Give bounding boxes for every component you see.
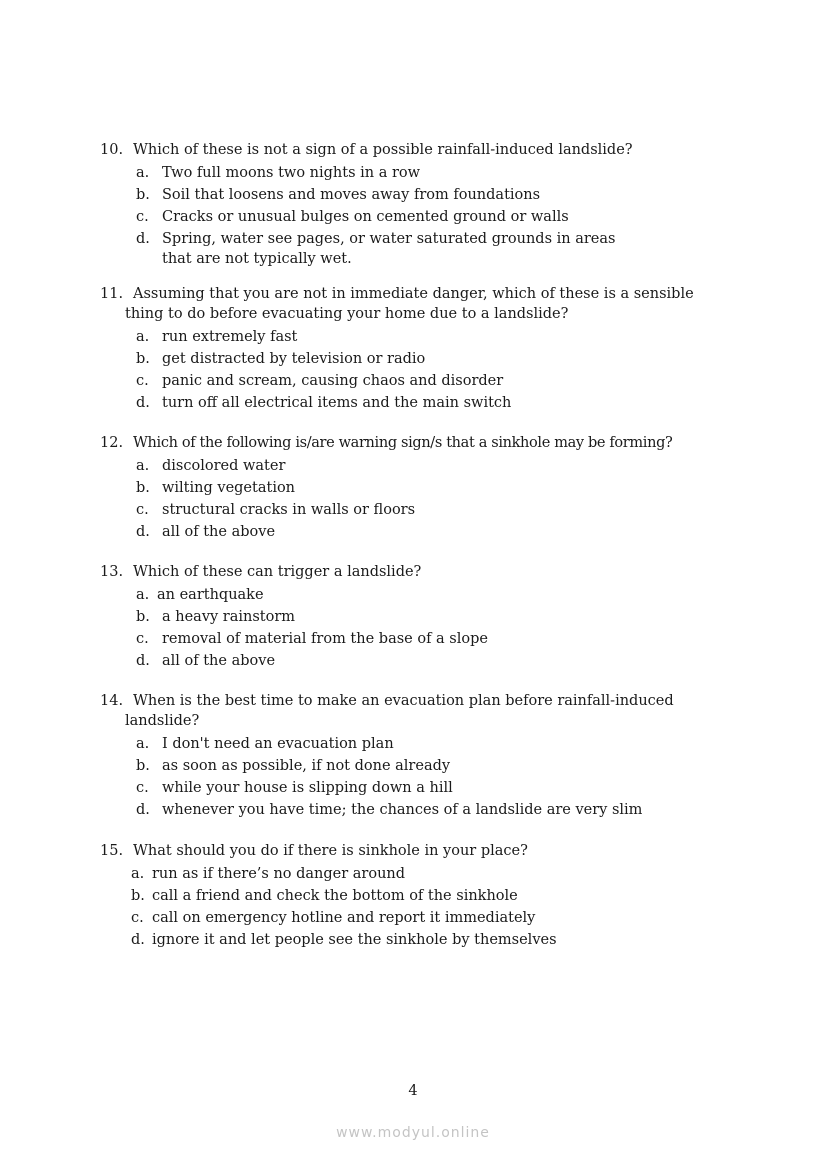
question-number: 13. (100, 564, 124, 580)
choice-b (136, 348, 740, 370)
choice-letter: c. (136, 631, 149, 647)
question-13 (100, 562, 740, 672)
question-11 (100, 284, 740, 414)
choice-text: structural cracks in walls or floors (162, 502, 416, 518)
question-text: Assuming that you are not in immediate danger, which of these is a sensible (133, 286, 694, 302)
choice-letter: a. (136, 587, 150, 603)
choice-b (136, 477, 760, 499)
choice-text: whenever you have time; the chances of a landslide are very slim (162, 802, 643, 818)
choice-c (131, 907, 740, 929)
question-number: 12. (100, 435, 124, 451)
question-number: 11. (100, 286, 124, 302)
choice-text: while your house is slipping down a hill (162, 780, 453, 796)
choice-letter: b. (136, 480, 150, 496)
choice-text: call on emergency hotline and report it immediately (152, 910, 536, 926)
choice-b (131, 885, 740, 907)
choice-d (136, 799, 740, 821)
choice-letter: d. (136, 231, 150, 247)
choice-letter: d. (136, 653, 150, 669)
question-text: Which of these can trigger a landslide? (133, 564, 422, 580)
choice-text: all of the above (162, 653, 276, 669)
choice-a (136, 455, 760, 477)
choice-letter: c. (136, 209, 149, 225)
choice-text: all of the above (162, 524, 276, 540)
choice-text: Cracks or unusual bulges on cemented ground or walls (162, 209, 569, 225)
choice-text: an earthquake (157, 587, 264, 603)
choice-a (136, 584, 740, 606)
choice-text: Two full moons two nights in a row (162, 165, 421, 181)
choice-letter: a. (131, 866, 145, 882)
choice-c (136, 628, 740, 650)
question-text-continued: thing to do before evacuating your home due to a landslide? (125, 306, 569, 322)
choice-text: call a friend and check the bottom of the sinkhole (152, 888, 518, 904)
choice-text: removal of material from the base of a slope (162, 631, 488, 647)
choice-d (136, 650, 740, 672)
choice-letter: b. (136, 351, 150, 367)
choice-letter: b. (136, 187, 150, 203)
question-10 (100, 140, 740, 269)
choice-text: run as if there’s no danger around (152, 866, 406, 882)
choice-text: wilting vegetation (162, 480, 296, 496)
choice-letter: a. (136, 736, 150, 752)
question-text: Which of the following is/are warning sign/s that a sinkhole may be forming? (133, 435, 673, 451)
choice-letter: c. (136, 373, 149, 389)
choice-letter: a. (136, 329, 150, 345)
choice-text: get distracted by television or radio (162, 351, 426, 367)
choice-letter: d. (131, 932, 145, 948)
choice-list (136, 326, 740, 414)
choice-text: as soon as possible, if not done already (162, 758, 451, 774)
question-text: When is the best time to make an evacuation plan before rainfall-induced (133, 693, 674, 709)
choice-text: run extremely fast (162, 329, 298, 345)
choice-letter: a. (136, 165, 150, 181)
choice-text: turn off all electrical items and the main switch (162, 395, 512, 411)
choice-list (136, 584, 740, 672)
choice-letter: d. (136, 524, 150, 540)
choice-a (136, 326, 740, 348)
choice-text: panic and scream, causing chaos and disorder (162, 373, 504, 389)
choice-letter: d. (136, 395, 150, 411)
choice-list (136, 455, 760, 543)
question-12 (100, 433, 760, 543)
choice-d (136, 392, 740, 414)
watermark: www.modyul.online (336, 1125, 490, 1141)
choice-list (136, 733, 740, 821)
choice-text: Spring, water see pages, or water saturated grounds in areas that are not typically wet. (162, 231, 616, 267)
choice-c (136, 206, 740, 228)
choice-b (136, 606, 740, 628)
choice-letter: c. (136, 502, 149, 518)
choice-letter: c. (131, 910, 144, 926)
choice-letter: c. (136, 780, 149, 796)
choice-a (131, 863, 740, 885)
choice-list (131, 863, 740, 951)
choice-c (136, 777, 740, 799)
choice-d (136, 521, 760, 543)
question-number: 10. (100, 142, 124, 158)
choice-text: ignore it and let people see the sinkhole by themselves (152, 932, 557, 948)
choice-letter: b. (131, 888, 145, 904)
choice-text: I don't need an evacuation plan (162, 736, 394, 752)
question-text: Which of these is not a sign of a possible rainfall-induced landslide? (133, 142, 633, 158)
question-14 (100, 691, 740, 821)
choice-letter: b. (136, 758, 150, 774)
choice-c (136, 499, 760, 521)
question-text: What should you do if there is sinkhole in your place? (133, 843, 528, 859)
choice-a (136, 162, 740, 184)
choice-letter: b. (136, 609, 150, 625)
question-number: 15. (100, 843, 124, 859)
choice-text: a heavy rainstorm (162, 609, 296, 625)
choice-b (136, 184, 740, 206)
choice-text: Soil that loosens and moves away from foundations (162, 187, 541, 203)
choice-list (136, 162, 740, 269)
choice-a (136, 733, 740, 755)
choice-letter: a. (136, 458, 150, 474)
question-text-continued: landslide? (125, 713, 200, 729)
question-number: 14. (100, 693, 124, 709)
choice-d (136, 229, 618, 269)
question-15 (100, 841, 740, 951)
page-number: 4 (408, 1083, 418, 1099)
choice-c (136, 370, 740, 392)
choice-text: discolored water (162, 458, 286, 474)
choice-letter: d. (136, 802, 150, 818)
choice-b (136, 755, 740, 777)
choice-d (131, 929, 740, 951)
